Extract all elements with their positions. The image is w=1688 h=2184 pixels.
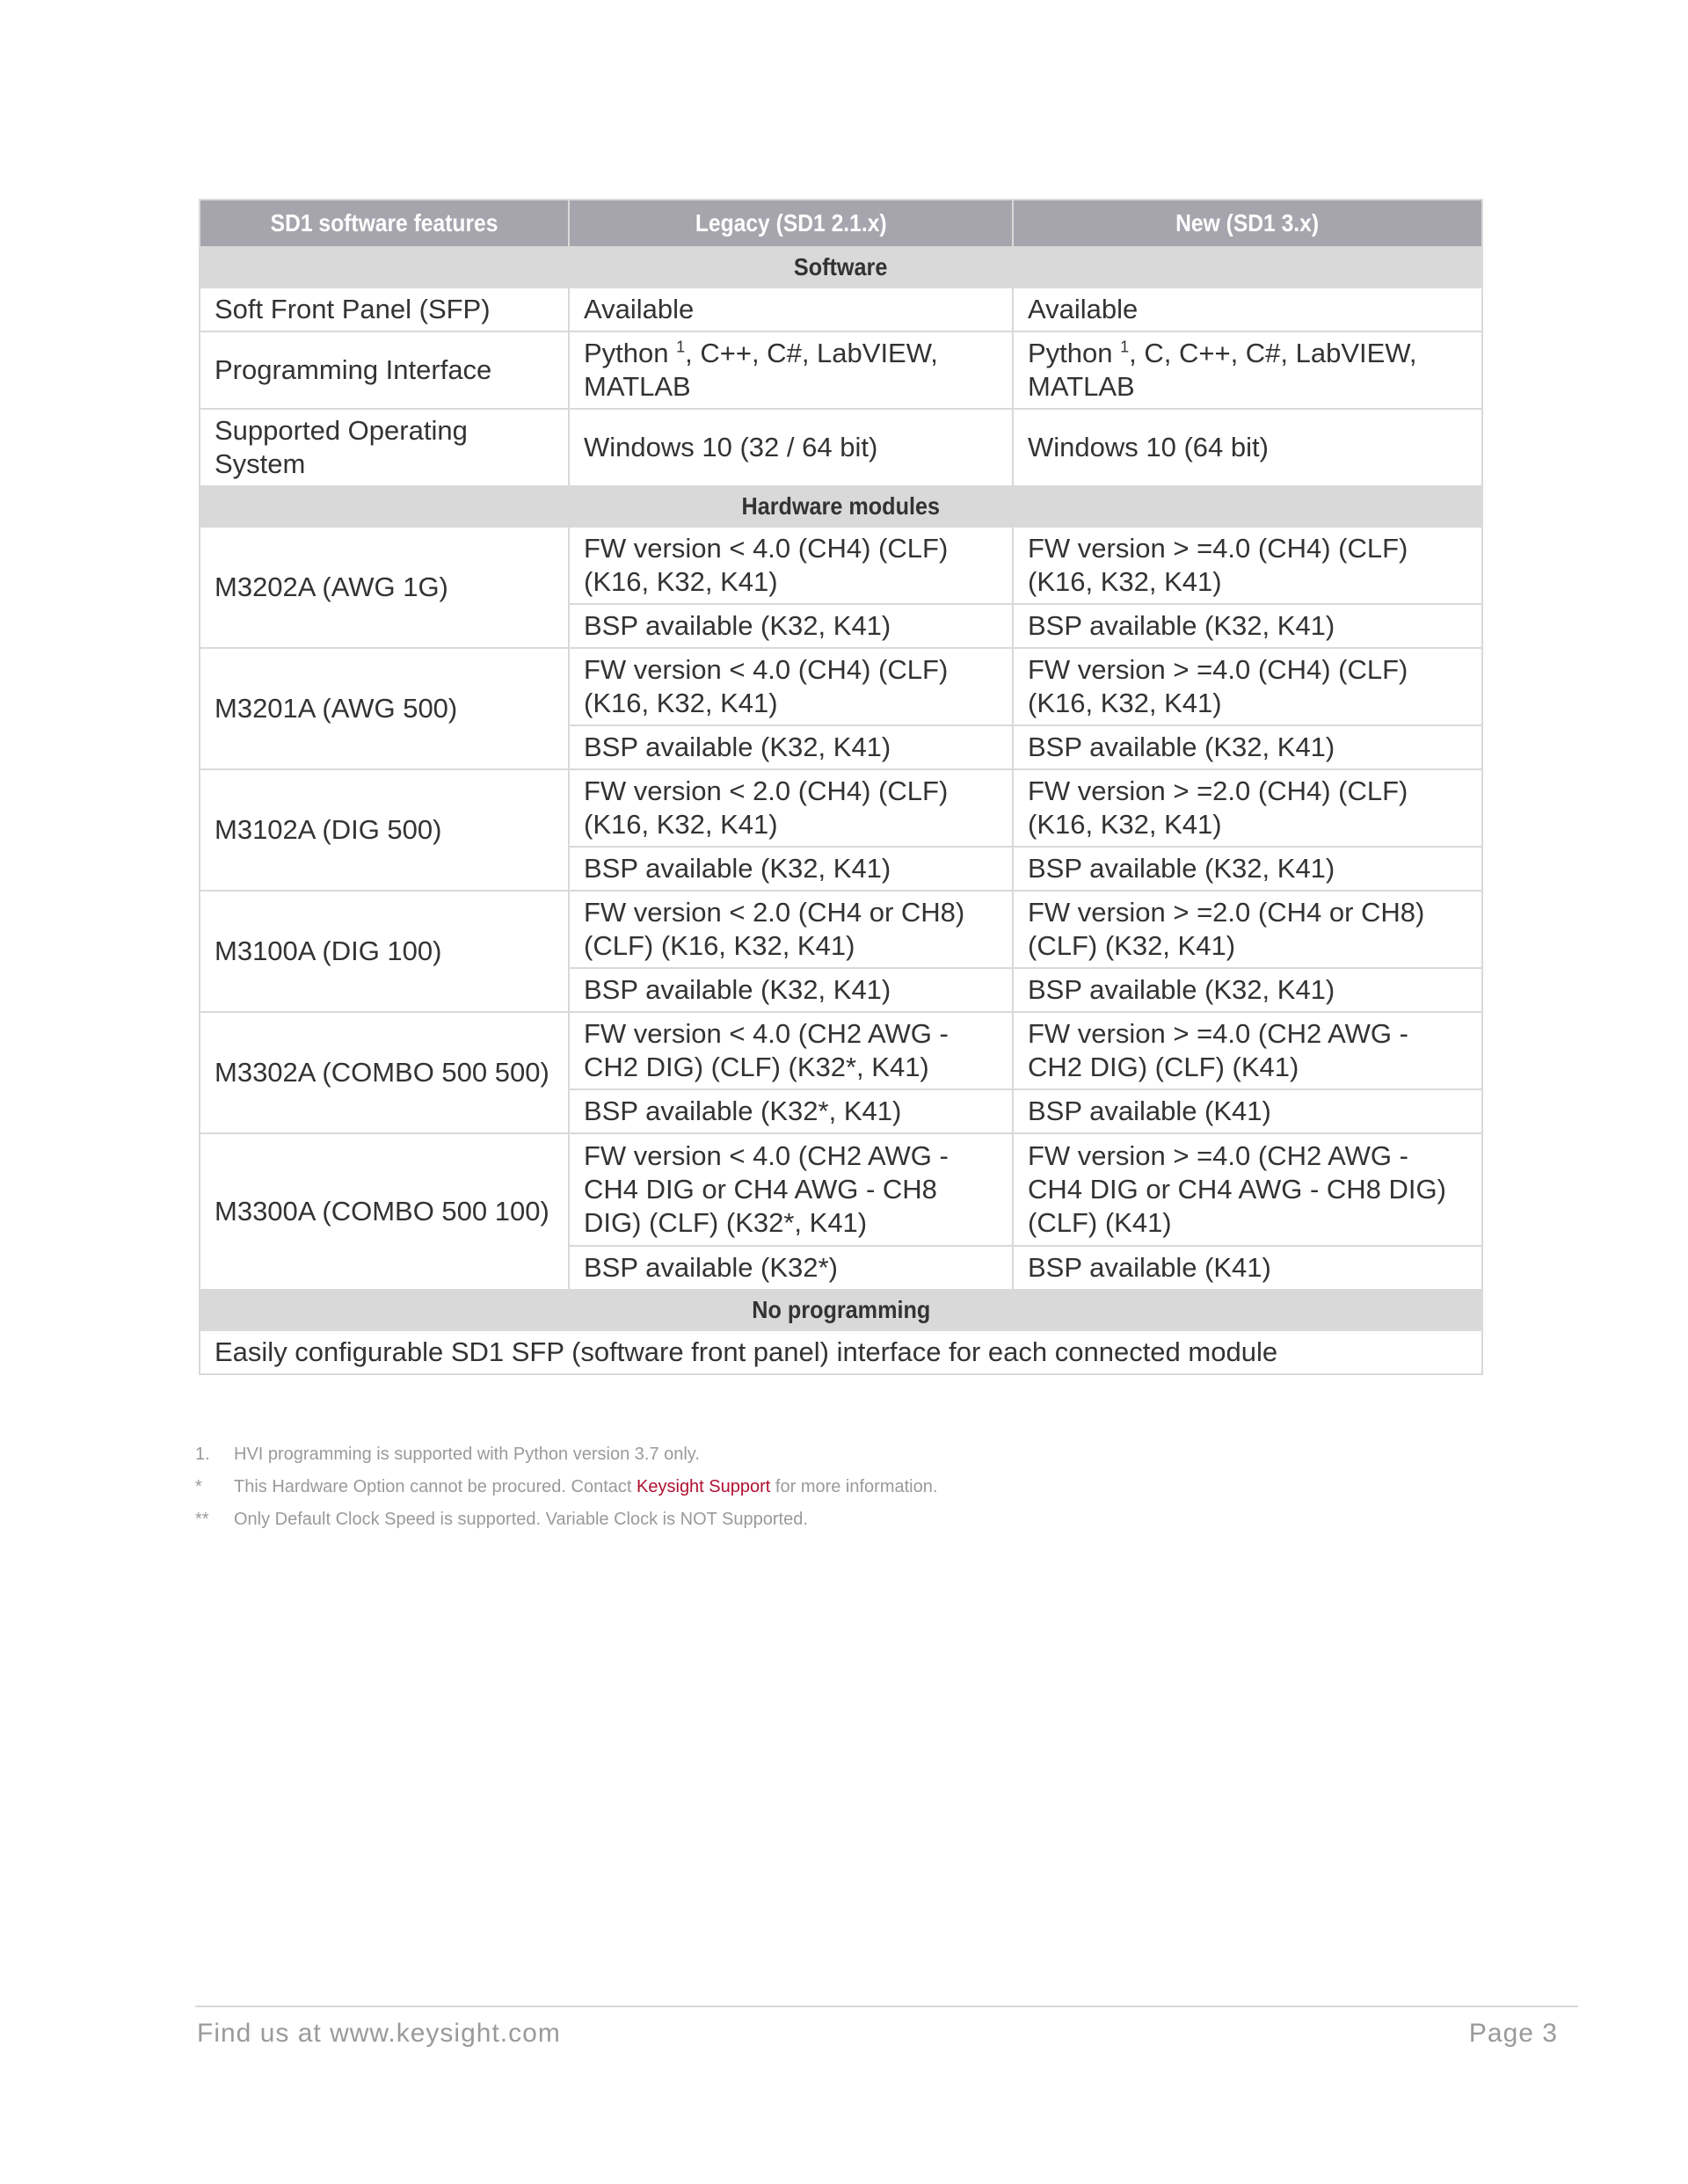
new-bsp-cell: BSP available (K41) xyxy=(1013,1089,1482,1133)
legacy-cell: Python $^1$, C++, C#, LabVIEW, MATLAB xyxy=(569,331,1013,409)
table-row xyxy=(200,527,1482,604)
section-title: Hardware modules xyxy=(200,486,1482,527)
legacy-bsp-cell: BSP available (K32*) xyxy=(569,1246,1013,1290)
feature-cell: Supported Operating System xyxy=(200,409,569,486)
footnote xyxy=(195,1503,1426,1536)
legacy-bsp-cell: BSP available (K32, K41) xyxy=(569,604,1013,648)
module-name-cell: M3202A (AWG 1G) xyxy=(200,527,569,648)
footnote-text: Only Default Clock Speed is supported. Variable Clock is NOT Supported. xyxy=(234,1510,808,1529)
new-fw-cell: FW version > =4.0 (CH2 AWG - CH4 DIG or CH4 AWG - CH8 DIG) (CLF) (K41) xyxy=(1013,1133,1482,1246)
module-name-cell: M3201A (AWG 500) xyxy=(200,648,569,769)
legacy-bsp-cell: BSP available (K32, K41) xyxy=(569,968,1013,1012)
footnotes xyxy=(195,1438,1426,1536)
header-features: SD1 software features xyxy=(200,200,569,247)
new-bsp-cell: BSP available (K32, K41) xyxy=(1013,847,1482,891)
module-name-cell: M3100A (DIG 100) xyxy=(200,891,569,1012)
legacy-cell: Windows 10 (32 / 64 bit) xyxy=(569,409,1013,486)
section-title: No programming xyxy=(200,1290,1482,1330)
new-bsp-cell: BSP available (K41) xyxy=(1013,1246,1482,1290)
feature-cell: Soft Front Panel (SFP) xyxy=(200,288,569,331)
table-row xyxy=(200,648,1482,725)
legacy-fw-cell: FW version < 4.0 (CH2 AWG - CH2 DIG) (CLF) (K32*, K41) xyxy=(569,1012,1013,1089)
table-row xyxy=(200,409,1482,486)
footer-divider xyxy=(195,2006,1578,2007)
legacy-fw-cell: FW version < 2.0 (CH4) (CLF) (K16, K32, K41) xyxy=(569,769,1013,847)
table-row xyxy=(200,769,1482,847)
module-name-cell: M3300A (COMBO 500 100) xyxy=(200,1133,569,1290)
table-row xyxy=(200,1012,1482,1089)
section-row-software xyxy=(200,247,1482,288)
footnote-text: This Hardware Option cannot be procured. Contact Keysight Support for more information. xyxy=(234,1477,938,1496)
footnote-mark: * xyxy=(195,1477,202,1496)
table-row xyxy=(200,1133,1482,1246)
new-bsp-cell: BSP available (K32, K41) xyxy=(1013,968,1482,1012)
module-name-cell: M3302A (COMBO 500 500) xyxy=(200,1012,569,1133)
header-legacy: Legacy (SD1 2.1.x) xyxy=(569,200,1013,247)
legacy-bsp-cell: BSP available (K32*, K41) xyxy=(569,1089,1013,1133)
new-fw-cell: FW version > =2.0 (CH4) (CLF) (K16, K32, K41) xyxy=(1013,769,1482,847)
new-bsp-cell: BSP available (K32, K41) xyxy=(1013,725,1482,769)
legacy-bsp-cell: BSP available (K32, K41) xyxy=(569,725,1013,769)
new-cell: Windows 10 (64 bit) xyxy=(1013,409,1482,486)
new-fw-cell: FW version > =4.0 (CH4) (CLF) (K16, K32, K41) xyxy=(1013,648,1482,725)
footnote-mark: ** xyxy=(195,1510,209,1529)
table-row xyxy=(200,331,1482,409)
footnote-mark: 1. xyxy=(195,1445,210,1464)
table-row xyxy=(200,288,1482,331)
section-row-no-programming xyxy=(200,1290,1482,1330)
sd1-features-table xyxy=(199,199,1483,1375)
table-row xyxy=(200,891,1482,968)
new-cell: Python $^1$, C, C++, C#, LabVIEW, MATLAB xyxy=(1013,331,1482,409)
no-programming-cell: Easily configurable SD1 SFP (software front panel) interface for each connected module xyxy=(200,1330,1482,1374)
legacy-cell: Available xyxy=(569,288,1013,331)
footer-website: Find us at www.keysight.com xyxy=(197,2019,561,2048)
feature-cell: Programming Interface xyxy=(200,331,569,409)
table-row xyxy=(200,1330,1482,1374)
footnote xyxy=(195,1471,1426,1503)
new-fw-cell: FW version > =4.0 (CH2 AWG - CH2 DIG) (CLF) (K41) xyxy=(1013,1012,1482,1089)
legacy-fw-cell: FW version < 4.0 (CH4) (CLF) (K16, K32, K41) xyxy=(569,527,1013,604)
new-fw-cell: FW version > =2.0 (CH4 or CH8) (CLF) (K32, K41) xyxy=(1013,891,1482,968)
legacy-fw-cell: FW version < 2.0 (CH4 or CH8) (CLF) (K16, K32, K41) xyxy=(569,891,1013,968)
page-number: Page 3 xyxy=(1468,2019,1558,2048)
legacy-fw-cell: FW version < 4.0 (CH2 AWG - CH4 DIG or CH4 AWG - CH8 DIG) (CLF) (K32*, K41) xyxy=(569,1133,1013,1246)
footnote-ref: 1 xyxy=(1120,338,1130,356)
keysight-support-link[interactable]: Keysight Support xyxy=(637,1477,771,1496)
new-fw-cell: FW version > =4.0 (CH4) (CLF) (K16, K32, K41) xyxy=(1013,527,1482,604)
section-title: Software xyxy=(200,247,1482,288)
table-header-row xyxy=(200,200,1482,247)
new-bsp-cell: BSP available (K32, K41) xyxy=(1013,604,1482,648)
header-new: New (SD1 3.x) xyxy=(1013,200,1482,247)
footnote-text: HVI programming is supported with Python version 3.7 only. xyxy=(234,1445,700,1464)
legacy-fw-cell: FW version < 4.0 (CH4) (CLF) (K16, K32, K41) xyxy=(569,648,1013,725)
new-cell: Available xyxy=(1013,288,1482,331)
module-name-cell: M3102A (DIG 500) xyxy=(200,769,569,891)
footnote xyxy=(195,1438,1426,1471)
section-row-hardware xyxy=(200,486,1482,527)
legacy-bsp-cell: BSP available (K32, K41) xyxy=(569,847,1013,891)
footnote-ref: 1 xyxy=(676,338,686,356)
